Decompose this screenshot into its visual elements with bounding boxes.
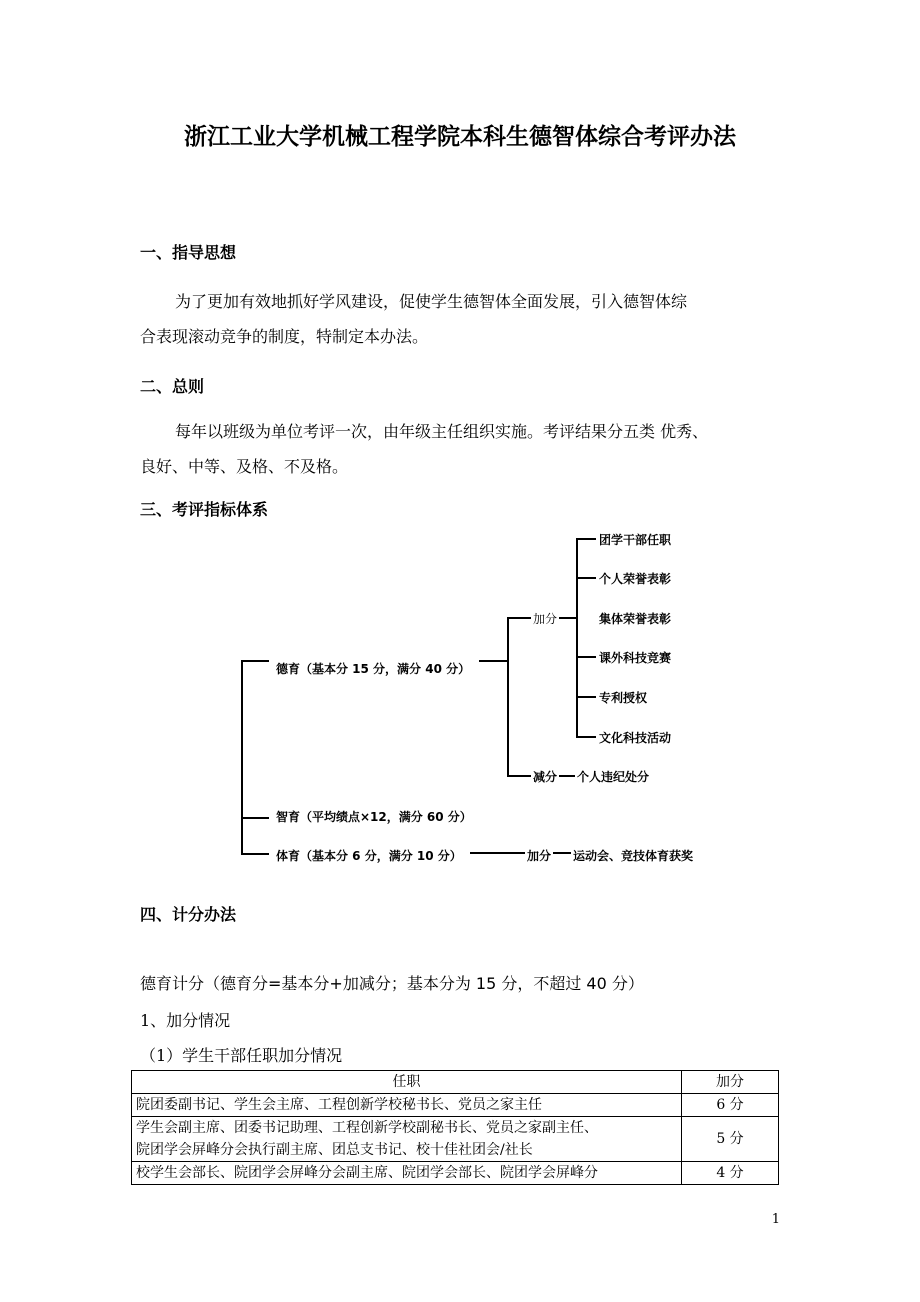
diagram-subtract-item: 个人违纪处分 [577, 770, 650, 784]
diagram-subtract-connector [559, 775, 575, 777]
diagram-moral-connector [479, 660, 507, 662]
table-cell-role: 院团委副书记、学生会主席、工程创新学校秘书长、党员之家主任 [132, 1094, 682, 1117]
diagram-physical-add-connector [553, 852, 571, 854]
table-row [132, 1162, 779, 1185]
section-2-line-1: 每年以班级为单位考评一次，由年级主任组织实施。考评结果分五类 优秀、 [175, 422, 709, 441]
diagram-add-bracket [576, 538, 578, 736]
diagram-moral-bracket [507, 617, 509, 775]
table-header-row [132, 1071, 779, 1094]
section-1-heading: 一、指导思想 [140, 243, 237, 262]
diagram-leaf-line [576, 577, 596, 579]
diagram-moral-label: 德育（基本分 15 分，满分 40 分） [276, 662, 471, 676]
table-cell-score: 5 分 [682, 1117, 779, 1162]
diagram-subtract-label: 减分 [533, 770, 558, 784]
cadre-score-table [131, 1070, 779, 1185]
scoring-item-1-sub: （1）学生干部任职加分情况 [140, 1046, 343, 1065]
table-cell-role-line-2: 院团学会屏峰分会执行副主席、团总支书记、校十佳社团会/社长 [136, 1142, 533, 1158]
diagram-add-branch [507, 617, 531, 619]
section-2-heading: 二、总则 [140, 377, 205, 396]
diagram-physical-add-label: 加分 [527, 849, 552, 863]
section-1-line-1: 为了更加有效地抓好学风建设，促使学生德智体全面发展，引入德智体综 [175, 292, 688, 311]
diagram-physical-label: 体育（基本分 6 分，满分 10 分） [276, 849, 462, 863]
diagram-add-item: 课外科技竞赛 [599, 651, 672, 665]
diagram-branch-intellect [241, 817, 269, 819]
table-row [132, 1094, 779, 1117]
diagram-physical-item: 运动会、竞技体育获奖 [573, 849, 694, 863]
diagram-root-bracket [241, 660, 243, 854]
diagram-leaf-line [576, 538, 596, 540]
table-cell-role: 校学生会部长、院团学会屏峰分会副主席、院团学会部长、院团学会屏峰分 [132, 1162, 682, 1185]
diagram-physical-connector [470, 852, 525, 854]
diagram-add-item: 集体荣誉表彰 [599, 612, 672, 626]
moral-scoring-heading: 德育计分（德育分=基本分+加减分；基本分为 15 分，不超过 40 分） [140, 974, 644, 993]
diagram-intellect-label: 智育（平均绩点×12，满分 60 分） [276, 810, 472, 824]
diagram-leaf-line [576, 736, 596, 738]
table-cell-role-line-1: 学生会副主席、团委书记助理、工程创新学校副秘书长、党员之家副主任、 [136, 1120, 598, 1136]
table-header-role: 任职 [132, 1071, 682, 1094]
diagram-add-item: 文化科技活动 [599, 731, 672, 745]
page-title: 浙江工业大学机械工程学院本科生德智体综合考评办法 [184, 124, 736, 150]
table-row [132, 1117, 779, 1162]
table-cell-score: 6 分 [682, 1094, 779, 1117]
diagram-leaf-line [576, 696, 596, 698]
diagram-add-label: 加分 [533, 612, 558, 626]
diagram-add-item: 专利授权 [599, 691, 648, 705]
table-cell-score: 4 分 [682, 1162, 779, 1185]
diagram-add-connector [559, 617, 577, 619]
section-1-line-2: 合表现滚动竞争的制度，特制定本办法。 [140, 327, 429, 346]
diagram-subtract-branch [507, 775, 531, 777]
section-4-heading: 四、计分办法 [140, 905, 237, 924]
section-3-heading: 三、考评指标体系 [140, 500, 269, 519]
diagram-add-item: 个人荣誉表彰 [599, 572, 672, 586]
diagram-add-item: 团学干部任职 [599, 533, 672, 547]
scoring-item-1: 1、加分情况 [140, 1011, 231, 1030]
diagram-branch-moral [241, 660, 269, 662]
table-header-score: 加分 [682, 1071, 779, 1094]
page-number: 1 [771, 1212, 780, 1227]
section-2-line-2: 良好、中等、及格、不及格。 [140, 457, 349, 476]
table-cell-role [132, 1117, 682, 1162]
diagram-branch-physical [241, 853, 269, 855]
diagram-leaf-line [576, 656, 596, 658]
